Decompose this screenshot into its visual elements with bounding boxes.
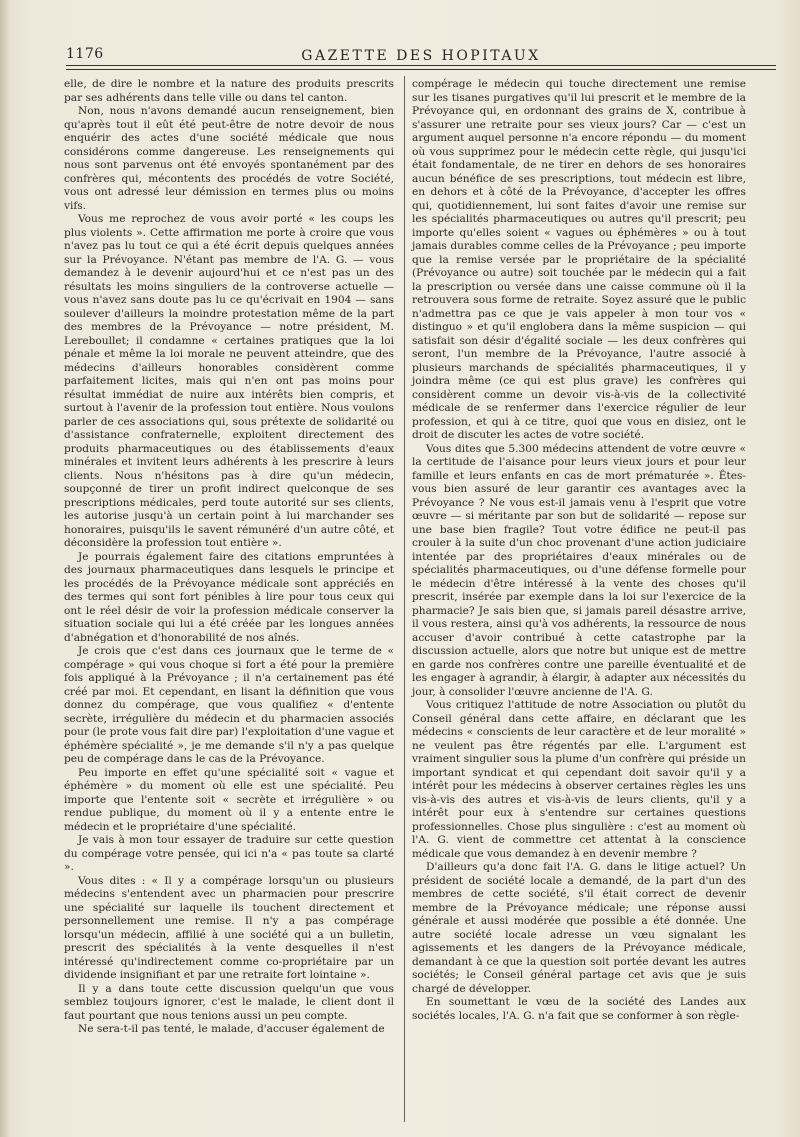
paragraph: elle, de dire le nombre et la nature des produits prescrits par ses adhérents dans telle ville ou dans tel canton. [64,78,394,104]
paragraph: compérage le médecin qui touche directement une remise sur les tisanes purgatives qu'il lui prescrit et le membre de la Prévoyance qui, en ordonnant des grains de X, contribue à s'assurer une retraite pour ses vieux jours? Car — c'est un argument auquel personne n'a encore répondu — du moment où vous supprimez pour le médecin cette règle, qui jusqu'ici était fondamentale, de ne tirer en dehors de ses honoraires aucun bénéfice de ses prescriptions, tout médecin est libre, en dehors et à côté de la Prévoyance, d'accepter les offres qui, quotidiennement, lui sont faites d'avoir une remise sur les spécialités pharmaceutiques ou autres qu'il prescrit; peu importe qu'elles soient « vagues ou éphémères » ou à tout jamais durables comme celles de la Prévoyance ; peu importe que la remise versée par le propriétaire de la spécialité (Prévoyance ou autre) soit touchée par le médecin qui a fait la prescription ou versée dans une caisse commune où il la retrouvera sous forme de retraite. Soyez assuré que le public n'admettra pas ce que je vais appeler à mon tour vos « distinguo » et qu'il englobera dans la même suspicion — qui satisfait son désir d'égalité sociale — les deux confrères qui seront, l'un membre de la Prévoyance, l'autre associé à plusieurs marchands de spécialités pharmaceutiques, il y joindra même (ce qui est plus grave) les confrères qui considèrent comme un devoir vis-à-vis de la collectivité médicale de se renfermer dans l'exercice régulier de leur profession, et qui à ce titre, quoi que vous en disiez, ont le droit de discuter les actes de votre société. [412,78,746,441]
column-divider [404,76,405,1122]
running-title: GAZETTE DES HOPITAUX [301,48,541,64]
paragraph: Vous dites que 5.300 médecins attendent de votre œuvre « la certitude de l'aisance pour leurs vieux jours et pour leur famille et leurs enfants en cas de mort prématurée ». Êtes-vous bien assuré de leur garantir ces avantages avec la Prévoyance ? Ne vous est-il jamais venu à l'esprit que votre œuvre — si méritante par son but de solidarité — repose sur une base bien fragile? Tout votre édifice ne peut-il pas crouler à la suite d'un choc provenant d'une action judiciaire intentée par des propriétaires d'eaux minérales ou de spécialités pharmaceutiques, ou d'une défense formelle pour le médecin d'être intéressé à la vente des choses qu'il prescrit, insérée par exemple dans la loi sur l'exercice de la pharmacie? Je sais bien que, si jamais pareil désastre arrive, il vous restera, ainsi qu'à vos adhérents, la ressource de nous accuser d'avoir contribué à cette catastrophe par la discussion actuelle, alors que notre but unique est de mettre en garde nos confrères contre une pareille éventualité et de les engager à agrandir, à élargir, à adapter aux nécessités du jour, à consolider l'œuvre ancienne de l'A. G. [412,442,746,698]
header-rule-top [66,65,776,66]
paragraph: D'ailleurs qu'a donc fait l'A. G. dans le litige actuel? Un président de société locale a demandé, de la part d'un des membres de cette société, s'il était correct de devenir membre de la Prévoyance médicale; une réponse aussi générale et aussi modérée que possible a été donnée. Une autre société locale adresse un vœu signalant les agissements et les dangers de la Prévoyance médicale, demandant à ce que la question soit portée devant les autres sociétés; le Conseil général partage cet avis que je suis chargé de développer. [412,861,746,995]
left-column [64,78,394,1037]
paragraph: Je pourrais également faire des citations empruntées à des journaux pharmaceutiques dans lesquels le principe et les procédés de la Prévoyance médicale sont appréciés en des termes qui sont fort pénibles à lire pour tous ceux qui ont le réel désir de voir la profession médicale conserver la situation sociale qui lui a été créée par les longues années d'abnégation et d'honorabilité de nos aînés. [64,550,394,644]
header-rule-bottom [66,69,776,70]
paragraph: Peu importe en effet qu'une spécialité soit « vague et éphémère » du moment où elle est une spécialité. Peu importe que l'entente soit « secrète et irrégulière » ou rendue publique, du moment où il y a entente entre le médecin et le propriétaire d'une spécialité. [64,766,394,833]
page-number: 1176 [66,46,104,62]
paragraph: Non, nous n'avons demandé aucun renseignement, bien qu'après tout il eût été peut-être de notre devoir de nous enquérir des actes d'une société médicale que nous considérons comme dangereuse. Les renseignements qui nous sont parvenus ont été envoyés spontanément par des confrères qui, mécontents des procédés de votre Société, vous ont adressé leur démission en termes plus ou moins vifs. [64,105,394,212]
paragraph: Je vais à mon tour essayer de traduire sur cette question du compérage votre pensée, qui ici n'a « pas toute sa clarté ». [64,834,394,873]
paragraph: En soumettant le vœu de la société des Landes aux sociétés locales, l'A. G. n'a fait que se conformer à son règle- [412,996,746,1022]
paragraph: Il y a dans toute cette discussion quelqu'un que vous semblez toujours ignorer, c'est le malade, le client dont il faut pourtant que nous tenions aussi un peu compte. [64,982,394,1022]
paragraph: Vous me reprochez de vous avoir porté « les coups les plus violents ». Cette affirmation me porte à croire que vous n'avez pas lu tout ce qui a été écrit depuis quelques années sur la Prévoyance. N'étant pas membre de l'A. G. — vous demandez à le devenir aujourd'hui et ce n'est pas un des résultats les moins singuliers de la controverse actuelle — vous n'avez sans doute pas lu ce qu'écrivait en 1904 — sans soulever d'ailleurs la moindre protestation même de la part des membres de la Prévoyance — notre président, M. Lereboullet; il condamne « certaines pratiques que la loi pénale et même la loi morale ne peuvent atteindre, que des médecins d'ailleurs honorables considèrent comme parfaitement licites, mais qui n'en ont pas moins pour résultat immédiat de nuire aux intérêts bien compris, et surtout à l'avenir de la profession tout entière. Nous voulons parler de ces associations qui, sous prétexte de solidarité ou d'assistance confraternelle, exploitent directement des produits pharmaceutiques ou des établissements d'eaux minérales et invitent leurs adhérents à les prescrire à leurs clients. Nous n'hésitons pas à dire qu'un médecin, soupçonné de tirer un profit indirect quelconque de ses prescriptions médicales, perd toute autorité sur ses clients, les autorise jusqu'à un certain point à lui marchander ses honoraires, puisqu'ils le savent rémunéré d'un autre côté, et déconsidère la profession tout entière ». [64,213,394,549]
paragraph: Je crois que c'est dans ces journaux que le terme de « compérage » qui vous choque si fort a été pour la première fois appliqué à la Prévoyance ; il n'a certainement pas été créé par moi. Et cependant, en lisant la définition que vous donnez du compérage, que vous qualifiez « d'entente secrète, irrégulière du médecin et du pharmacien associés pour (le prote vous fait dire par) l'exploitation d'une vague et éphémère spécialité », je me demande s'il n'y a pas quelque peu de compérage dans le cas de la Prévoyance. [64,645,394,765]
paragraph: Vous dites : « Il y a compérage lorsqu'un ou plusieurs médecins s'entendent avec un pharmacien pour prescrire une spécialité sur laquelle ils touchent directement et personnellement une remise. Il n'y a pas compérage lorsqu'un médecin, affilié à une société qui a un bulletin, prescrit des spécialités à la vente desquelles il n'est intéressé qu'indirectement comme co-propriétaire par un dividende insignifiant et par une retraite fort lointaine ». [64,874,394,981]
right-column [412,78,746,1023]
paragraph: Vous critiquez l'attitude de notre Association ou plutôt du Conseil général dans cette affaire, en déclarant que les médecins « conscients de leur caractère et de leur moralité » ne veulent pas être régentés par elle. L'argument est vraiment singulier sous la plume d'un confrère qui préside un important syndicat et qui cependant doit savoir qu'il y a intérêt pour les médecins à observer certaines règles les uns vis-à-vis des autres et vis-à-vis de leurs clients, qu'il y a intérêt pour eux à s'entendre sur certaines questions professionnelles. Chose plus singulière : c'est au moment où l'A. G. vient de commettre cet attentat à la conscience médicale que vous demandez à en devenir membre ? [412,699,746,860]
paragraph: Ne sera-t-il pas tenté, le malade, d'accuser également de [78,1023,385,1035]
binding-edge-shadow [0,0,10,1137]
